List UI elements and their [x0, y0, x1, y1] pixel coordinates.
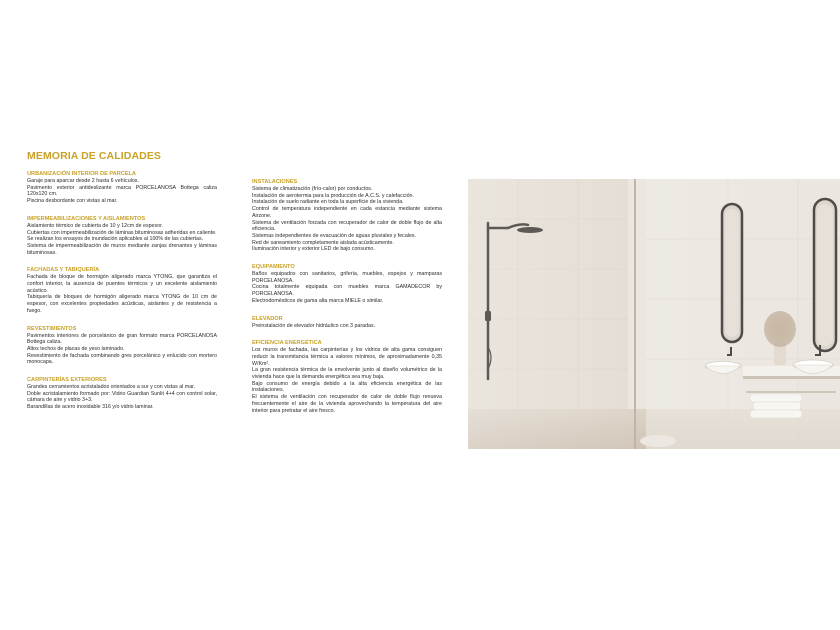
section-line: Preinstalación de elevador hidráulico con 3 paradas.: [252, 322, 376, 329]
section-equipamiento: [252, 264, 442, 305]
section-line: Revestimiento de fachada combinando gres porcelánico y enlucido con mortero monocapa.: [27, 352, 217, 366]
section-elevador: [252, 316, 442, 330]
section-line: Iluminación interior y exterior LED de bajo consumo.: [252, 246, 375, 253]
section-heading: FACHADAS Y TABIQUERÍA: [27, 267, 100, 274]
section-line: Control de temperatura independiente en cada estancia mediante sistema Airzone.: [252, 206, 442, 219]
section-revestimientos: [27, 326, 217, 367]
section-line: Se realizan los ensayos de inundación aplicables al 100% de las cubiertas.: [27, 236, 204, 243]
section-line: Aislamiento térmico de cubierta de 10 y 12cm de espesor.: [27, 222, 164, 229]
section-line: Bajo consumo de energía debido a la alta eficiencia energética de las instalaciones.: [252, 380, 442, 394]
section-line: Baños equipados con sanitarios, grifería, muebles, espejos y mamparas PORCELANOSA.: [252, 271, 442, 284]
section-line: Fachada de bloque de hormigón aligerado marca YTONG, que garantiza el confort interior, la ausencia de puentes térmicos y un excelente aislamiento acústico.: [27, 274, 217, 294]
section-urbanizacion: [27, 171, 217, 205]
section-carpinterias: [27, 377, 217, 411]
section-line: Doble acristalamiento formado por: Vidrio Guardian Sunlit 4+4 con control solar, cámara de aire y vidrio 3+3.: [27, 390, 217, 404]
section-line: Red de saneamiento completamente aislada acústicamente.: [252, 239, 394, 246]
section-line: El sistema de ventilación con recuperador de calor de doble flujo renueva frecuentemente el aire de la vivienda aprovechando la temperatura del aire interior para pretratar el aire fresco.: [252, 394, 442, 414]
section-heading: CARPINTERÍAS EXTERIORES: [27, 377, 107, 384]
middle-column: [252, 179, 442, 425]
bathroom-photo: [468, 179, 840, 449]
section-line: Cubiertas con impermeabilización de láminas bituminosas adheridas en caliente.: [27, 229, 217, 236]
section-line: Garaje para aparcar desde 2 hasta 6 vehículos.: [27, 178, 139, 184]
section-line: Sistema de impermeabilización de muros mediante zanjas drenantes y láminas bituminosas.: [27, 242, 217, 256]
section-line: Sistemas independientes de evacuación de aguas pluviales y fecales.: [252, 232, 417, 239]
section-line: Sistema de climatización (frío-calor) por conductos.: [252, 186, 373, 192]
page-title: MEMORIA DE CALIDADES: [27, 150, 162, 162]
section-heading: IMPERMEABILIZACIONES Y AISLAMIENTOS: [27, 215, 146, 222]
section-line: Instalación de suelo radiante en toda la superficie de la vivienda.: [252, 199, 404, 206]
section-fachadas: [27, 267, 217, 314]
section-instalaciones: [252, 179, 442, 253]
section-heading: ELEVADOR: [252, 315, 283, 322]
section-line: La gran resistencia térmica de la envolvente junto al diseño volumétrico de la vivienda hace que la demanda energética sea muy baja.: [252, 367, 442, 381]
section-line: Pavimentos interiores de porcelánico de gran formato marca PORCELANOSA Bottega caliza.: [27, 332, 217, 346]
section-line: Electrodomésticos de gama alta marca MIELE o similar.: [252, 297, 384, 304]
left-column: [27, 171, 217, 422]
section-line: Altos techos de placas de yeso laminado.: [27, 345, 125, 352]
section-line: Tabiquería de bloques de hormigón aligerado marca YTONG de 10 cm de espesor, con excelentes propiedades acústicas, aislantes y de resistencia a fuego.: [27, 294, 217, 314]
section-impermeabilizaciones: [27, 216, 217, 257]
section-line: Barandillas de acero inoxidable 316 y/o vidrio laminar.: [27, 404, 154, 411]
section-heading: REVESTIMIENTOS: [27, 325, 77, 332]
section-line: Grandes cerramientos acristalados orientados a sur y con vistas al mar.: [27, 384, 196, 391]
section-line: Los muros de fachada, las carpinterías y los vidrios de alta gama consiguen reducir la transmitancia térmica a valores mínimos, de aproximadamente 0,35 W/Km².: [252, 347, 442, 367]
section-heading: URBANIZACIÓN INTERIOR DE PARCELA: [27, 171, 136, 177]
section-line: Instalación de aerotermia para la producción de A.C.S. y calefacción.: [252, 192, 414, 199]
section-heading: INSTALACIONES: [252, 179, 298, 185]
section-line: Cocina totalmente equipada con muebles marca GAMADECOR by PORCELANOSA.: [252, 284, 442, 298]
section-heading: EFICIENCIA ENERGÉTICA: [252, 340, 322, 347]
section-heading: EQUIPAMIENTO: [252, 264, 295, 271]
section-eficiencia: [252, 340, 442, 414]
section-line: Pavimento exterior antideslizante marca PORCELANOSA Bottega caliza 120x120 cm.: [27, 184, 217, 198]
section-line: Sistema de ventilación forzada con recuperador de calor de doble flujo de alta eficiencia.: [252, 219, 442, 233]
section-line: Piscina desbordante con vistas al mar.: [27, 198, 118, 205]
